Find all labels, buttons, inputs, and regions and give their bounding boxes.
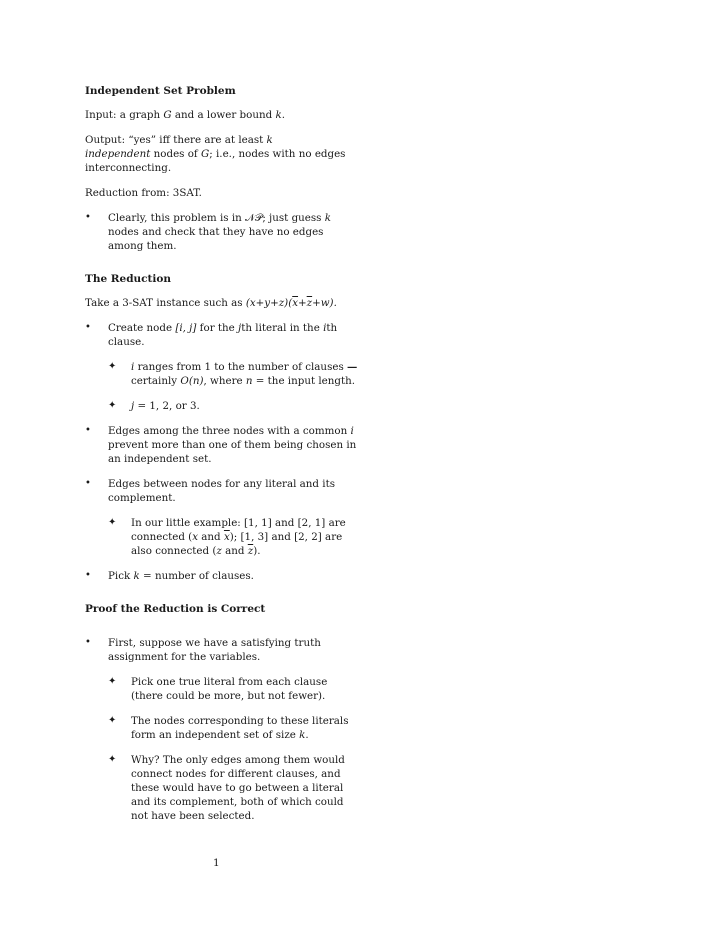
- math-ij: [i, j]: [175, 322, 197, 334]
- bullet-edges-common-i: [85, 424, 360, 466]
- math-xbar: $\overline{x}$: [223, 531, 230, 543]
- take-instance-paragraph: [85, 296, 360, 310]
- bullet-edges-complement: • Edges between nodes for any literal and its complement.: [85, 477, 360, 505]
- text-span: th literal in the: [241, 322, 324, 334]
- math-i: i: [323, 322, 327, 334]
- output-paragraph: [85, 133, 360, 175]
- text-span: and: [198, 531, 224, 543]
- text-span: nodes and check that they have no edges among them.: [108, 226, 324, 252]
- sub-little-example: [85, 516, 360, 558]
- math-zbar: $\overline{z}$: [306, 297, 313, 309]
- text-span: nodes of: [150, 148, 202, 160]
- sub-pick-true-literal: ✦ Pick one true literal from each clause (there could be more, but not fewer).: [85, 675, 360, 703]
- math-plus: +: [298, 297, 307, 309]
- math-n: n: [245, 375, 253, 387]
- math-j: j: [238, 322, 242, 334]
- text-span: for the: [196, 322, 239, 334]
- heading-proof: Proof the Reduction is Correct: [85, 603, 266, 615]
- text-span: certainly: [131, 375, 181, 387]
- math-k: k: [266, 134, 273, 146]
- text-span: Edges among the three nodes with a common: [108, 425, 351, 437]
- text-span: th clause.: [108, 322, 338, 348]
- text-span: .: [305, 729, 309, 741]
- text-span: and a lower bound: [171, 109, 276, 121]
- text-span: ); [1, 3] and [2, 2] are also connected (: [131, 531, 343, 557]
- bullet-in-np: [85, 211, 360, 253]
- text-span: ; i.e., nodes with no edges interconnecting.: [85, 148, 346, 174]
- math-zbar: $\overline{z}$: [247, 545, 254, 557]
- math-k: k: [133, 570, 140, 582]
- text-span: Input: a graph: [85, 109, 164, 121]
- text-span: Output: “yes” iff there are at least: [85, 134, 267, 146]
- math-expr: (x+y+z)(: [245, 297, 293, 309]
- text-span: Pick: [108, 570, 134, 582]
- math-x: x: [192, 531, 199, 543]
- sub-why-edges: ✦ Why? The only edges among them would connect nodes for different clauses, and these would have to go between a literal and its complement, both of which could not have been selected.: [85, 753, 360, 823]
- reduction-from-paragraph: Reduction from: 3SAT.: [85, 187, 202, 199]
- math-z: z: [216, 545, 222, 557]
- math-i: i: [350, 425, 354, 437]
- math-on: O(n): [180, 375, 204, 387]
- heading-independent-set: Independent Set Problem: [85, 85, 236, 97]
- math-G: G: [201, 148, 210, 160]
- text-span: Create node: [108, 322, 176, 334]
- document-page: [85, 84, 360, 834]
- math-G: G: [163, 109, 172, 121]
- emph-independent: independent: [85, 148, 151, 160]
- math-j: j: [131, 400, 135, 412]
- em-dash: —: [347, 361, 358, 373]
- math-i: i: [131, 361, 135, 373]
- math-k: k: [275, 109, 282, 121]
- heading-the-reduction: The Reduction: [85, 273, 172, 285]
- text-span: prevent more than one of them being chosen in an independent set.: [108, 439, 357, 465]
- text-span: The nodes corresponding to these literals form an independent set of size: [131, 715, 349, 741]
- bullet-create-node: [85, 321, 360, 349]
- text-span: In our little example: [1, 1] and [2, 1] are connected (: [131, 517, 346, 543]
- math-k: k: [299, 729, 306, 741]
- math-expr: +w).: [312, 297, 337, 309]
- text-span: ranges from 1 to the number of clauses: [134, 361, 348, 373]
- text-span: = 1, 2, or 3.: [134, 400, 200, 412]
- text-span: .: [281, 109, 285, 121]
- math-xbar: $\overline{x}$: [292, 297, 299, 309]
- text-span: Take a 3-SAT instance such as: [85, 297, 246, 309]
- text-span: and: [221, 545, 248, 557]
- bullet-pick-k: [85, 569, 360, 583]
- text-span: , where: [203, 375, 246, 387]
- sub-nodes-independent-set: [85, 714, 360, 742]
- text-span: Clearly, this problem is in: [108, 212, 246, 224]
- text-span: ; just guess: [262, 212, 325, 224]
- input-paragraph: [85, 108, 360, 122]
- math-k: k: [324, 212, 331, 224]
- page-number: 1: [213, 857, 220, 869]
- text-span: ).: [253, 545, 261, 557]
- math-np: 𝒩𝒫: [245, 212, 263, 224]
- text-span: = the input length.: [252, 375, 356, 387]
- text-span: = number of clauses.: [139, 570, 254, 582]
- bullet-satisfying-assignment: • First, suppose we have a satisfying truth assignment for the variables.: [85, 636, 360, 664]
- sub-i-ranges: [85, 360, 360, 388]
- sub-j-values: [85, 399, 360, 413]
